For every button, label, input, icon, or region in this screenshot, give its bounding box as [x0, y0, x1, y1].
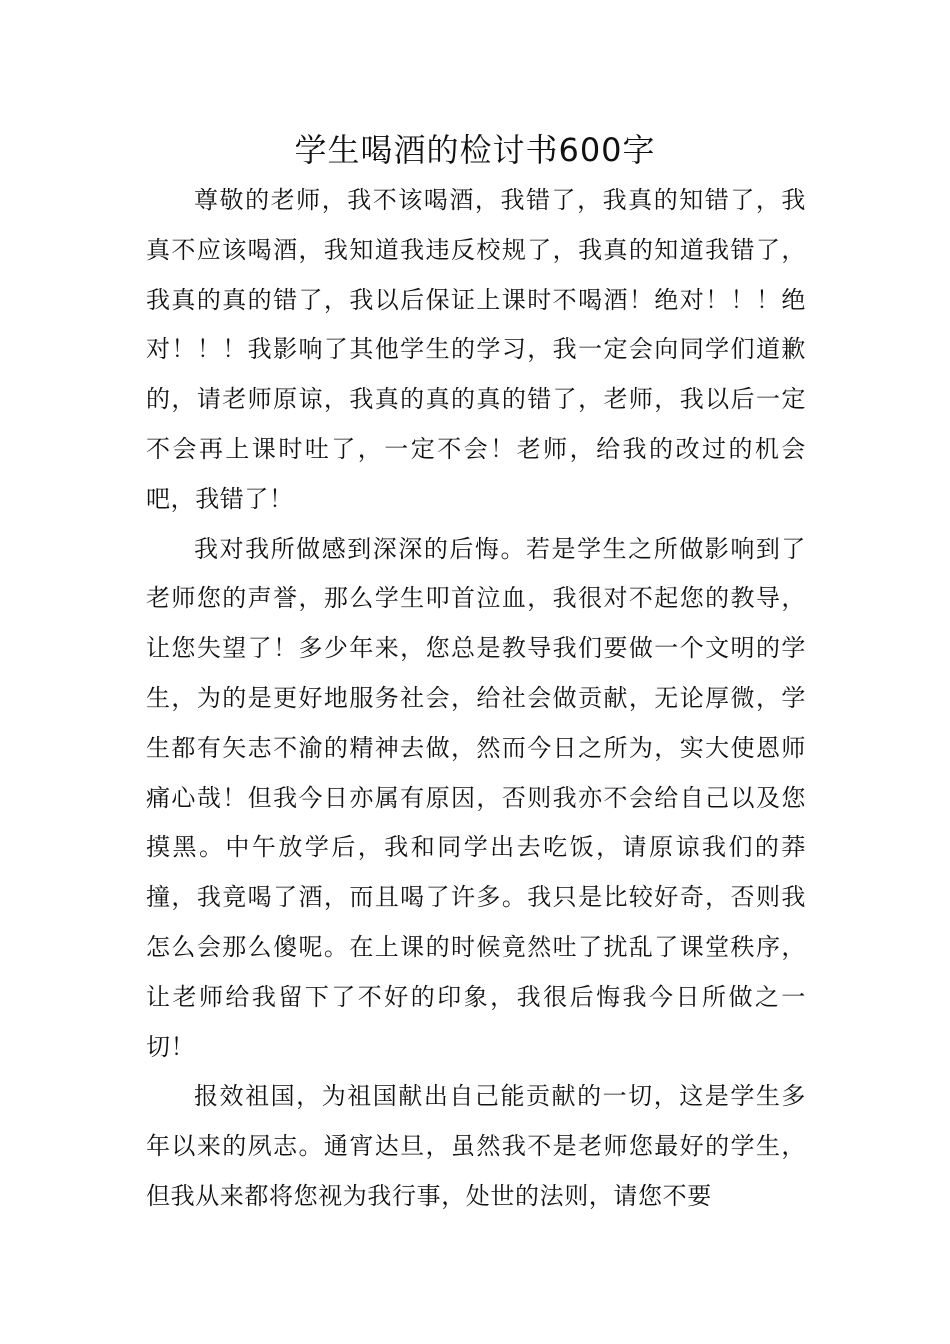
paragraph-3: 报效祖国，为祖国献出自己能贡献的一切，这是学生多年以来的夙志。通宵达旦，虽然我不是老师您最好的学生，但我从来都将您视为我行事，处世的法则，请您不要	[146, 1082, 806, 1210]
document-title: 学生喝酒的检讨书600字	[294, 131, 656, 169]
paragraph-2: 我对我所做感到深深的后悔。若是学生之所做影响到了老师您的声誉，那么学生叩首泣血，我很对不起您的教导，让您失望了！多少年来，您总是教导我们要做一个文明的学生，为的是更好地服务社会，给社会做贡献，无论厚微，学生都有矢志不渝的精神去做，然而今日之所为，实大使恩师痛心哉！但我今日亦属有原因，否则我亦不会给自己以及您摸黑。中午放学后，我和同学出去吃饭，请原谅我们的莽撞，我竟喝了酒，而且喝了许多。我只是比较好奇，否则我怎么会那么傻呢。在上课的时候竟然吐了扰乱了课堂秩序，让老师给我留下了不好的印象，我很后悔我今日所做之一切！	[146, 534, 806, 1061]
paragraph-1: 尊敬的老师，我不该喝酒，我错了，我真的知错了，我真不应该喝酒，我知道我违反校规了，我真的知道我错了，我真的真的错了，我以后保证上课时不喝酒！绝对！！！绝对！！！我影响了其他学生的学习，我一定会向同学们道歉的，请老师原谅，我真的真的真的错了，老师，我以后一定不会再上课时吐了，一定不会！老师，给我的改过的机会吧，我错了！	[146, 186, 806, 513]
document-body	[146, 176, 806, 1222]
